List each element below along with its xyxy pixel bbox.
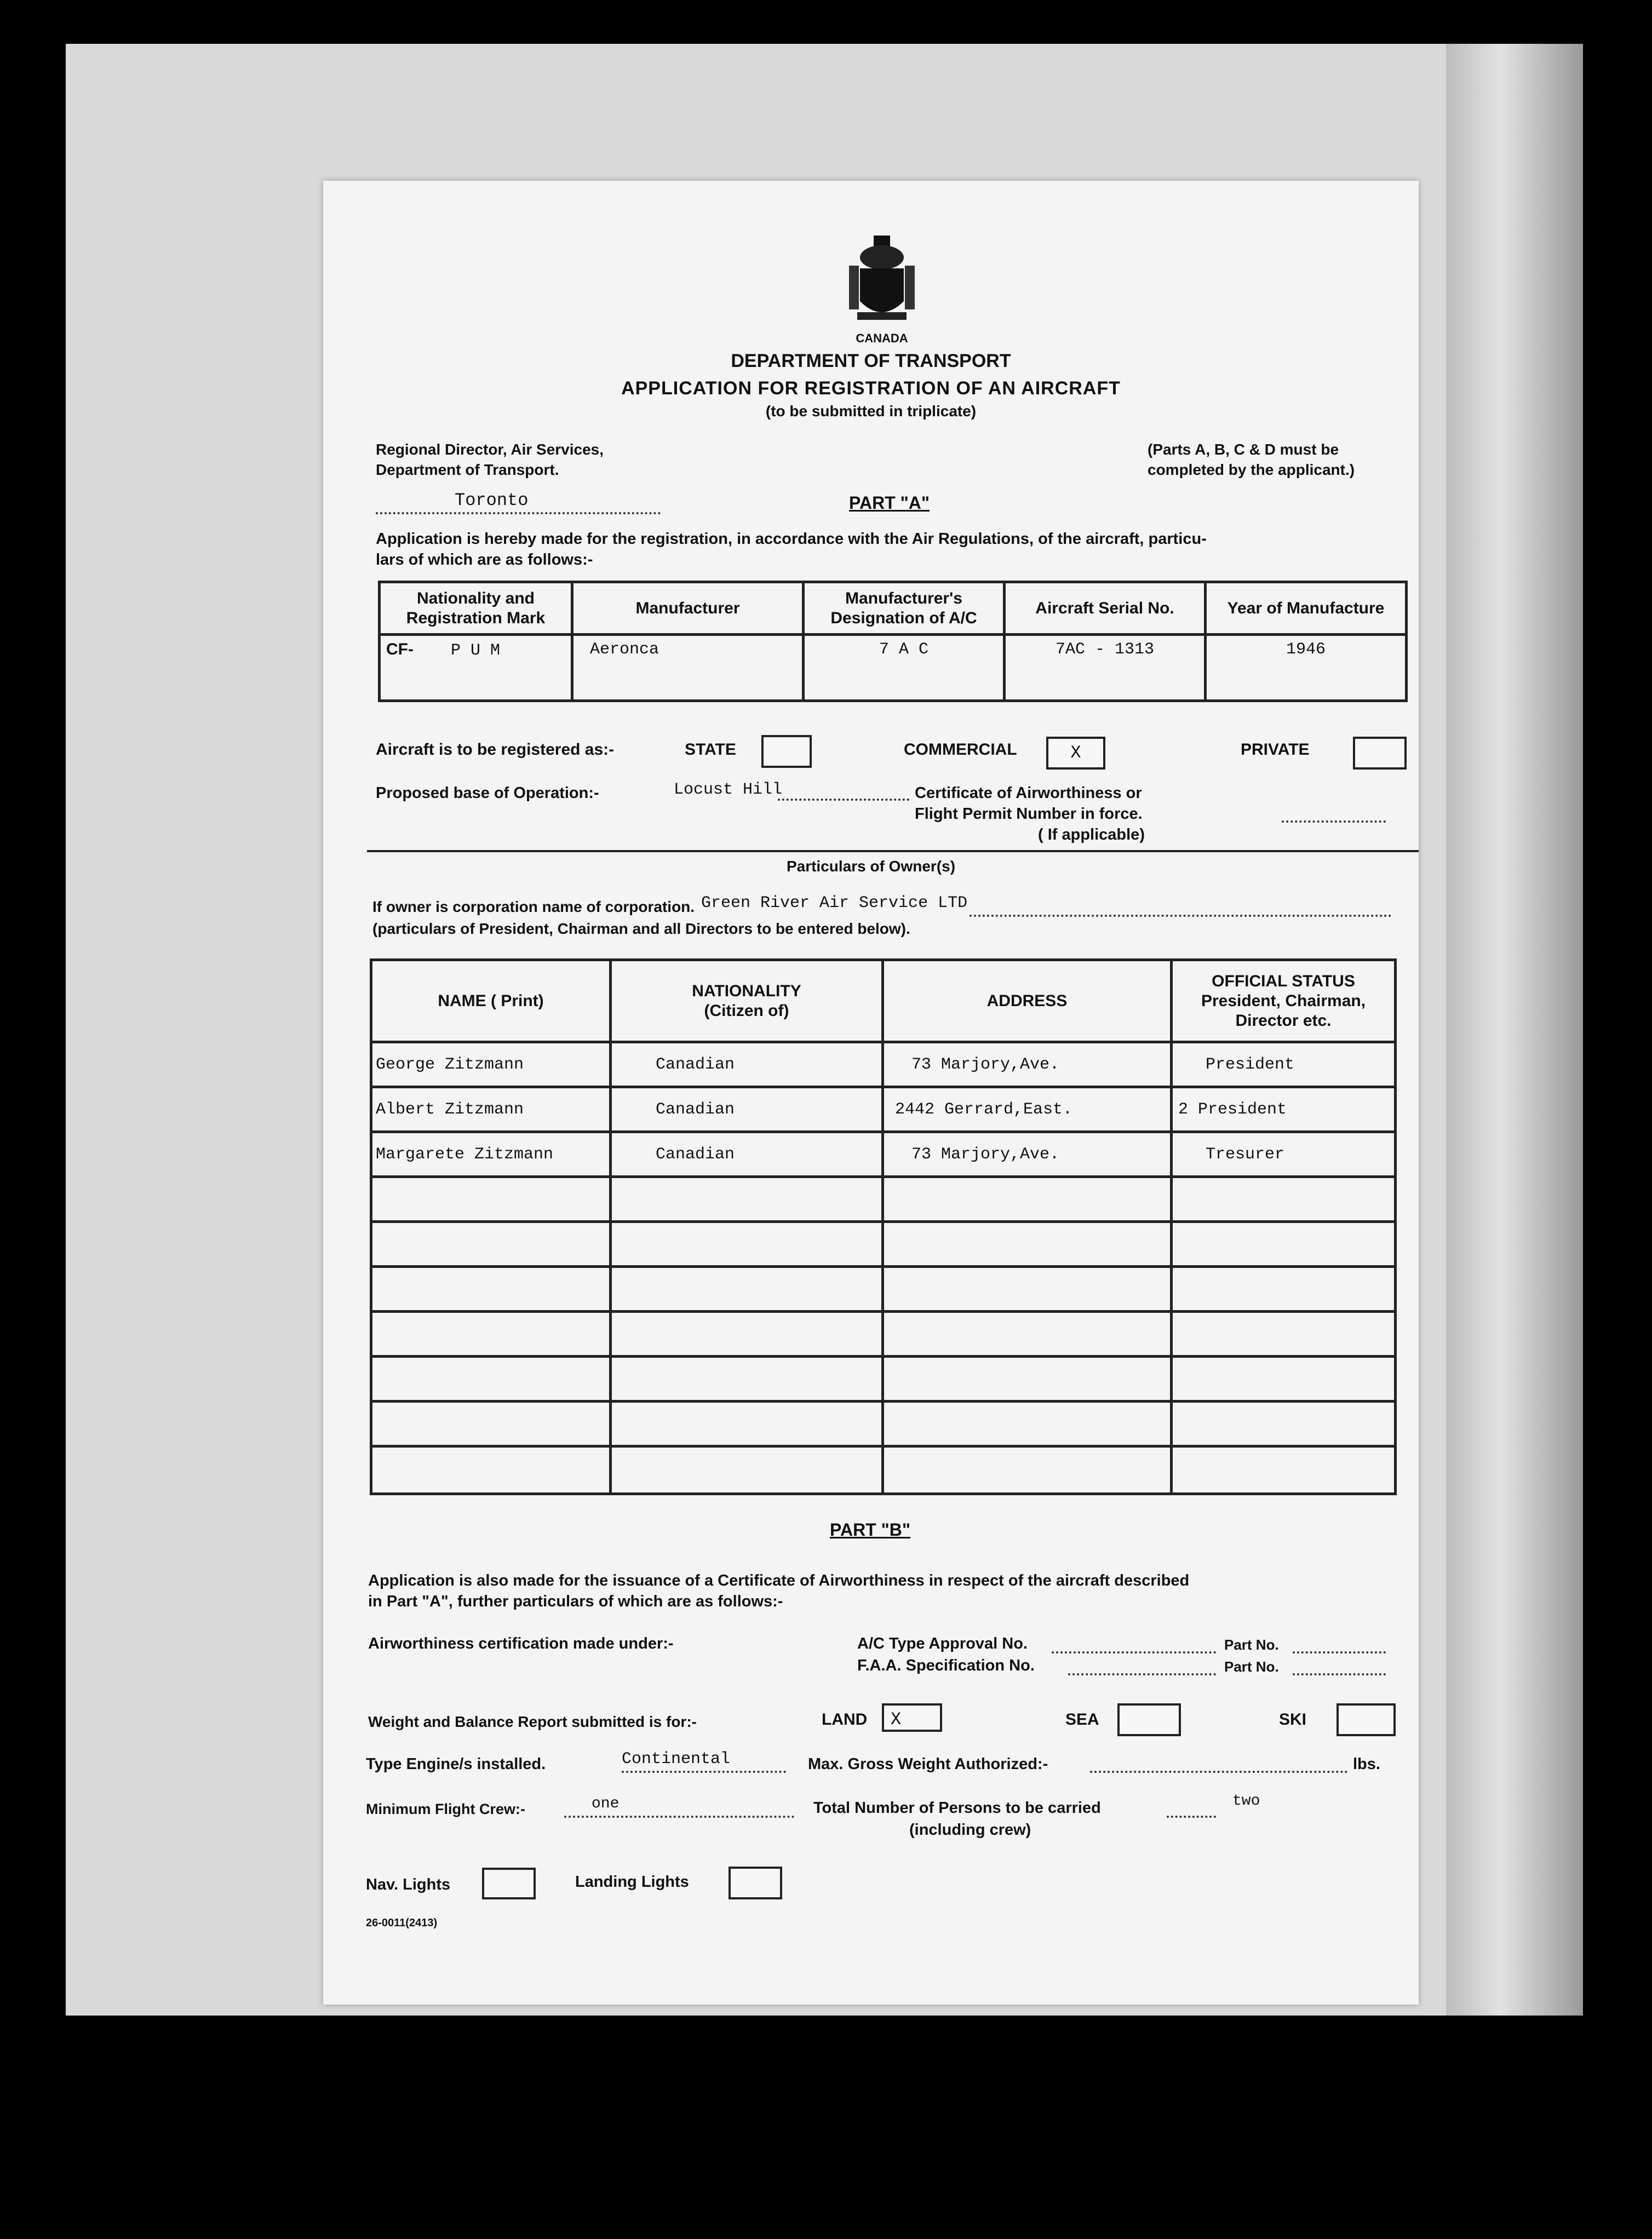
part-b-intro-line2: in Part "A", further particulars of which are as follows:-: [368, 1593, 783, 1610]
owner-name: Margarete Zitzmann: [371, 1132, 611, 1177]
year-cell: 1946: [1206, 635, 1407, 701]
owner-header-status-line1: OFFICIAL STATUS: [1212, 972, 1355, 990]
part-b-intro-line1: Application is also made for the issuance of a Certificate of Airworthiness in respect of the aircraft described: [368, 1572, 1190, 1589]
type-approval-dotted-line: [1052, 1651, 1216, 1654]
section-divider: [367, 850, 1419, 852]
addressee-line1: Regional Director, Air Services,: [376, 441, 604, 458]
engine-dotted-line: [622, 1771, 786, 1773]
addressee-line2: Department of Transport.: [376, 461, 559, 478]
nationality-cell: [380, 635, 572, 701]
owner-status: President: [1172, 1042, 1396, 1087]
persons-dotted-line: [1167, 1816, 1216, 1818]
empty-row: [371, 1446, 1396, 1494]
gross-weight-dotted-line: [1090, 1771, 1347, 1773]
owner-nationality: Canadian: [611, 1132, 883, 1177]
form-number: 26-0011(2413): [366, 1917, 438, 1929]
crew-value: one: [592, 1795, 620, 1812]
empty-row: [371, 1312, 1396, 1357]
state-label: STATE: [685, 740, 736, 759]
parts-note-line2: completed by the applicant.): [1148, 461, 1355, 478]
owners-table: [370, 958, 1397, 1495]
faa-label: F.A.A. Specification No.: [857, 1657, 1035, 1674]
owner-header-status-line2: President, Chairman,: [1201, 991, 1366, 1010]
country-label: CANADA: [856, 331, 908, 345]
faa-dotted-line: [1068, 1673, 1216, 1675]
part-a-intro-line2: lars of which are as follows:-: [376, 551, 593, 569]
base-dotted-line: [778, 799, 909, 801]
header-manufacturer: Manufacturer: [572, 582, 804, 635]
lbs-label: lbs.: [1353, 1755, 1380, 1773]
sea-checkbox[interactable]: [1117, 1703, 1181, 1736]
owner-header-nationality-line2: (Citizen of): [704, 1001, 789, 1020]
owner-status: 2 President: [1172, 1087, 1396, 1132]
header-designation: Manufacturer's Designation of A/C: [804, 582, 1005, 635]
corporation-value: Green River Air Service LTD: [701, 894, 968, 912]
ski-checkbox[interactable]: [1336, 1703, 1396, 1736]
land-checkbox[interactable]: X: [882, 1703, 942, 1732]
owner-address: 2442 Gerrard,East.: [883, 1087, 1172, 1132]
owner-header-nationality: [611, 960, 883, 1042]
owner-header-name: NAME ( Print): [371, 960, 611, 1042]
header-nationality: Nationality and Registration Mark: [380, 582, 572, 635]
table-row: [371, 1087, 1396, 1132]
cert-label-line2: Flight Permit Number in force.: [915, 805, 1143, 823]
owner-header-status: [1172, 960, 1396, 1042]
table-row: [371, 1132, 1396, 1177]
location-value: Toronto: [455, 490, 529, 510]
owner-address: 73 Marjory,Ave.: [883, 1132, 1172, 1177]
owner-header-nationality-line1: NATIONALITY: [692, 981, 801, 1000]
sea-label: SEA: [1065, 1710, 1099, 1729]
header-year: Year of Manufacture: [1206, 582, 1407, 635]
cert-made-label: Airworthiness certification made under:-: [368, 1635, 674, 1652]
part-a-intro-line1: Application is hereby made for the registration, in accordance with the Air Regulations, of the aircraft, particu-: [376, 530, 1207, 548]
manufacturer-cell: Aeronca: [572, 635, 804, 701]
engine-value: Continental: [622, 1750, 731, 1769]
nav-lights-label: Nav. Lights: [366, 1876, 451, 1893]
type-approval-label: A/C Type Approval No.: [857, 1635, 1028, 1652]
owner-header-status-line3: Director etc.: [1235, 1011, 1332, 1030]
base-label: Proposed base of Operation:-: [376, 784, 599, 802]
owner-name: George Zitzmann: [371, 1042, 611, 1087]
aircraft-row: [380, 635, 1407, 701]
cert-label-line3: ( If applicable): [1038, 826, 1145, 843]
corporation-dotted-line: [970, 915, 1391, 917]
base-value: Locust Hill: [674, 780, 783, 799]
nationality-prefix: CF-: [386, 640, 414, 658]
private-checkbox[interactable]: [1353, 737, 1407, 770]
faa-part-label: Part No.: [1224, 1658, 1279, 1675]
private-label: PRIVATE: [1241, 740, 1310, 759]
cert-dotted-line: [1282, 820, 1386, 823]
registered-as-label: Aircraft is to be registered as:-: [376, 740, 615, 759]
owner-header-address: ADDRESS: [883, 960, 1172, 1042]
empty-row: [371, 1357, 1396, 1402]
part-b-heading: PART "B": [830, 1520, 911, 1540]
landing-lights-label: Landing Lights: [575, 1873, 689, 1891]
nav-lights-checkbox[interactable]: [482, 1868, 536, 1899]
owner-address: 73 Marjory,Ave.: [883, 1042, 1172, 1087]
registration-mark: P U M: [451, 641, 501, 660]
land-label: LAND: [822, 1710, 868, 1729]
state-checkbox[interactable]: [761, 735, 812, 768]
aircraft-table: [378, 581, 1408, 702]
owner-status: Tresurer: [1172, 1132, 1396, 1177]
header-serial: Aircraft Serial No.: [1005, 582, 1206, 635]
owner-nationality: Canadian: [611, 1087, 883, 1132]
crew-label: Minimum Flight Crew:-: [366, 1801, 525, 1817]
designation-cell: 7 A C: [804, 635, 1005, 701]
gross-weight-label: Max. Gross Weight Authorized:-: [808, 1755, 1048, 1773]
part-a-heading: PART "A": [849, 493, 930, 513]
empty-row: [371, 1177, 1396, 1222]
corporation-note: (particulars of President, Chairman and all Directors to be entered below).: [372, 920, 910, 937]
persons-label: Total Number of Persons to be carried: [813, 1799, 1101, 1817]
form-title: APPLICATION FOR REGISTRATION OF AN AIRCRAFT: [621, 378, 1121, 399]
page-edge: [1446, 44, 1583, 2016]
corporation-label: If owner is corporation name of corporation.: [372, 898, 695, 915]
canada-coat-of-arms-icon: [849, 236, 915, 329]
owner-nationality: Canadian: [611, 1042, 883, 1087]
department-title: DEPARTMENT OF TRANSPORT: [731, 351, 1011, 371]
table-row: [371, 1042, 1396, 1087]
serial-cell: 7AC - 1313: [1005, 635, 1206, 701]
ski-label: SKI: [1279, 1710, 1307, 1729]
cert-label-line1: Certificate of Airworthiness or: [915, 784, 1142, 802]
crew-dotted-line: [564, 1816, 794, 1818]
commercial-checkbox[interactable]: X: [1046, 737, 1105, 770]
owner-heading: Particulars of Owner(s): [786, 858, 956, 875]
empty-row: [371, 1402, 1396, 1446]
type-approval-part-label: Part No.: [1224, 1637, 1279, 1653]
faa-part-dotted-line: [1293, 1673, 1386, 1675]
persons-value: two: [1232, 1793, 1260, 1810]
type-approval-part-dotted-line: [1293, 1651, 1386, 1654]
empty-row: [371, 1222, 1396, 1267]
owner-name: Albert Zitzmann: [371, 1087, 611, 1132]
weight-label: Weight and Balance Report submitted is for:-: [368, 1713, 697, 1730]
empty-row: [371, 1267, 1396, 1312]
engine-label: Type Engine/s installed.: [366, 1755, 546, 1773]
parts-note-line1: (Parts A, B, C & D must be: [1148, 441, 1339, 458]
commercial-label: COMMERCIAL: [904, 740, 1017, 759]
registration-form: [323, 181, 1419, 2005]
location-dotted-line: [376, 512, 661, 514]
form-subtitle: (to be submitted in triplicate): [765, 403, 977, 420]
landing-lights-checkbox[interactable]: [729, 1867, 782, 1899]
persons-note: (including crew): [909, 1821, 1031, 1839]
